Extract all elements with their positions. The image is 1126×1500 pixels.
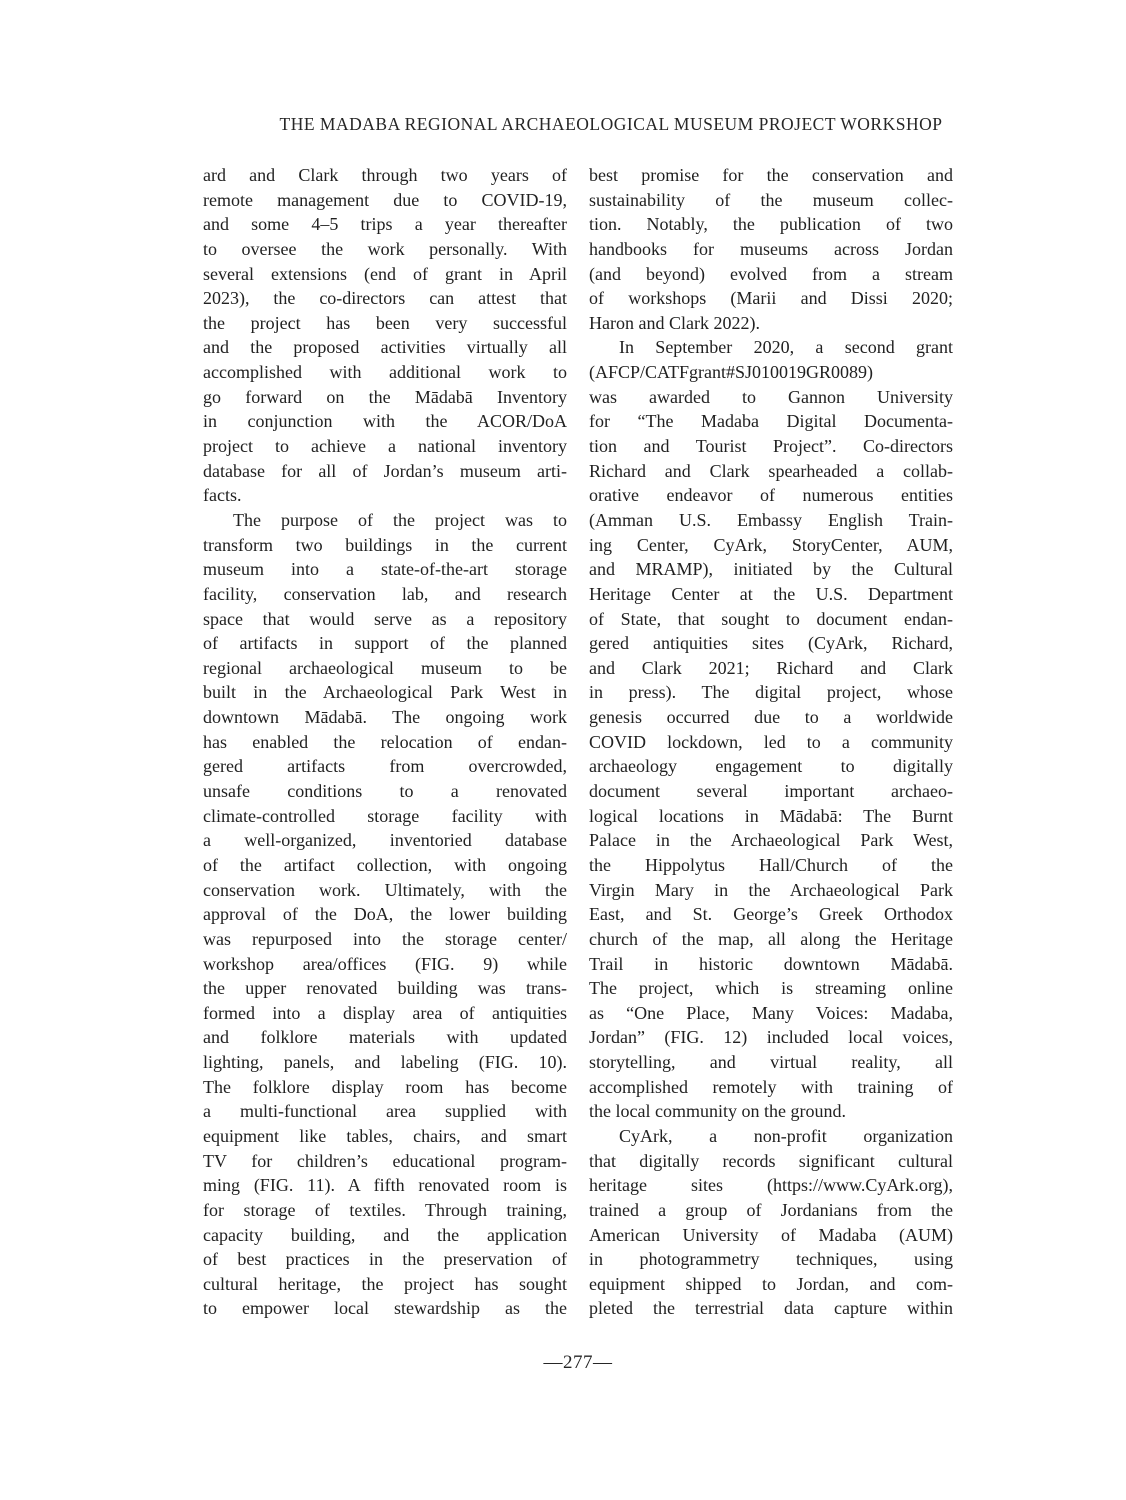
- text-line: sustainability of the museum collec-: [589, 189, 953, 210]
- text-line: the Hippolytus Hall/Church of the: [589, 854, 953, 875]
- text-line: for storage of textiles. Through training,: [203, 1199, 567, 1220]
- text-line: The purpose of the project was to: [233, 509, 567, 530]
- text-line: orative endeavor of numerous entities: [589, 485, 953, 506]
- text-line: regional archaeological museum to be: [203, 657, 567, 678]
- text-line: a well-organized, inventoried database: [203, 830, 567, 851]
- text-line: to oversee the work personally. With: [203, 238, 567, 259]
- text-line: facts.: [203, 485, 242, 506]
- text-line: TV for children’s educational program-: [203, 1150, 567, 1171]
- text-line: project to achieve a national inventory: [203, 436, 567, 457]
- text-line: 2023), the co-directors can attest that: [203, 288, 567, 309]
- text-line: and the proposed activities virtually all: [203, 337, 567, 358]
- text-line: Virgin Mary in the Archaeological Park: [589, 879, 953, 900]
- text-line: ming (FIG. 11). A fifth renovated room is: [203, 1175, 567, 1196]
- text-line: storytelling, and virtual reality, all: [589, 1052, 953, 1073]
- text-line: and MRAMP), initiated by the Cultural: [589, 559, 953, 580]
- text-line: (Amman U.S. Embassy English Train-: [589, 509, 953, 530]
- text-line: conservation work. Ultimately, with the: [203, 879, 567, 900]
- text-line: was awarded to Gannon University: [589, 386, 953, 407]
- text-line: archaeology engagement to digitally: [589, 756, 953, 777]
- text-line: space that would serve as a repository: [203, 608, 567, 629]
- text-line: The folklore display room has become: [203, 1076, 567, 1097]
- text-line: American University of Madaba (AUM): [589, 1224, 953, 1245]
- text-line: genesis occurred due to a worldwide: [589, 707, 953, 728]
- text-line: of workshops (Marii and Dissi 2020;: [589, 288, 953, 309]
- text-line: of artifacts in support of the planned: [203, 633, 567, 654]
- text-line: in press). The digital project, whose: [589, 682, 953, 703]
- text-line: tion and Tourist Project”. Co-directors: [589, 436, 953, 457]
- text-line: the upper renovated building was trans-: [203, 978, 567, 999]
- text-line: accomplished remotely with training of: [589, 1076, 953, 1097]
- text-line: Jordan” (FIG. 12) included local voices,: [589, 1027, 953, 1048]
- text-line: as “One Place, Many Voices: Madaba,: [589, 1002, 953, 1023]
- text-column-right: [589, 163, 953, 1321]
- text-line: remote management due to COVID-19,: [203, 189, 567, 210]
- text-line: Palace in the Archaeological Park West,: [589, 830, 953, 851]
- text-line: was repurposed into the storage center/: [203, 928, 567, 949]
- text-line: to empower local stewardship as the: [203, 1298, 567, 1319]
- text-line: trained a group of Jordanians from the: [589, 1199, 953, 1220]
- text-line: built in the Archaeological Park West in: [203, 682, 567, 703]
- text-line: (AFCP/CATFgrant#SJ010019GR0089): [589, 362, 874, 383]
- text-line: the local community on the ground.: [589, 1101, 846, 1122]
- text-line: go forward on the Mādabā Inventory: [203, 386, 567, 407]
- text-line: formed into a display area of antiquities: [203, 1002, 567, 1023]
- text-line: that digitally records significant cultural: [589, 1150, 953, 1171]
- text-line: CyArk, a non-profit organization: [619, 1125, 953, 1146]
- text-line: gered antiquities sites (CyArk, Richard,: [589, 633, 953, 654]
- text-line: Trail in historic downtown Mādabā.: [589, 953, 953, 974]
- text-line: lighting, panels, and labeling (FIG. 10).: [203, 1052, 567, 1073]
- text-line: COVID lockdown, led to a community: [589, 731, 953, 752]
- text-line: heritage sites (https://www.CyArk.org),: [589, 1175, 953, 1196]
- text-line: pleted the terrestrial data capture within: [589, 1298, 953, 1319]
- text-line: has enabled the relocation of endan-: [203, 731, 567, 752]
- text-line: in photogrammetry techniques, using: [589, 1249, 953, 1270]
- text-line: downtown Mādabā. The ongoing work: [203, 707, 567, 728]
- text-line: ard and Clark through two years of: [203, 165, 567, 185]
- text-line: workshop area/offices (FIG. 9) while: [203, 953, 567, 974]
- text-line: unsafe conditions to a renovated: [203, 781, 567, 802]
- text-line: facility, conservation lab, and research: [203, 583, 567, 604]
- text-line: the project has been very successful: [203, 312, 567, 333]
- text-line: document several important archaeo-: [589, 781, 953, 802]
- text-line: best promise for the conservation and: [589, 165, 953, 185]
- text-line: church of the map, all along the Heritage: [589, 928, 953, 949]
- text-line: and Clark 2021; Richard and Clark: [589, 657, 953, 678]
- text-line: cultural heritage, the project has sought: [203, 1273, 567, 1294]
- text-line: approval of the DoA, the lower building: [203, 904, 567, 925]
- text-line: several extensions (end of grant in April: [203, 263, 567, 284]
- text-line: capacity building, and the application: [203, 1224, 567, 1245]
- text-line: and some 4–5 trips a year thereafter: [203, 214, 567, 235]
- text-line: of the artifact collection, with ongoing: [203, 854, 567, 875]
- text-line: transform two buildings in the current: [203, 534, 567, 555]
- text-line: gered artifacts from overcrowded,: [203, 756, 567, 777]
- text-line: East, and St. George’s Greek Orthodox: [589, 904, 953, 925]
- text-line: of State, that sought to document endan-: [589, 608, 953, 629]
- text-line: Heritage Center at the U.S. Department: [589, 583, 953, 604]
- text-line: for “The Madaba Digital Documenta-: [589, 411, 953, 432]
- text-line: The project, which is streaming online: [589, 978, 953, 999]
- text-line: museum into a state-of-the-art storage: [203, 559, 567, 580]
- text-line: (and beyond) evolved from a stream: [589, 263, 953, 284]
- text-line: and folklore materials with updated: [203, 1027, 567, 1048]
- text-line: in conjunction with the ACOR/DoA: [203, 411, 567, 432]
- running-head: THE MADABA REGIONAL ARCHAEOLOGICAL MUSEUM PROJECT WORKSHOP: [279, 114, 943, 134]
- text-line: of best practices in the preservation of: [203, 1249, 567, 1270]
- text-line: tion. Notably, the publication of two: [589, 214, 953, 235]
- text-line: equipment like tables, chairs, and smart: [203, 1125, 567, 1146]
- text-line: climate-controlled storage facility with: [203, 805, 567, 826]
- text-line: handbooks for museums across Jordan: [589, 238, 953, 259]
- text-line: database for all of Jordan’s museum arti-: [203, 460, 567, 481]
- text-line: equipment shipped to Jordan, and com-: [589, 1273, 953, 1294]
- text-line: a multi-functional area supplied with: [203, 1101, 567, 1122]
- text-line: accomplished with additional work to: [203, 362, 567, 383]
- page-number: —277—: [543, 1352, 613, 1373]
- text-line: Haron and Clark 2022).: [589, 312, 760, 333]
- text-column-left: [203, 163, 567, 1321]
- text-line: ing Center, CyArk, StoryCenter, AUM,: [589, 534, 953, 555]
- text-line: In September 2020, a second grant: [619, 337, 953, 358]
- text-line: logical locations in Mādabā: The Burnt: [589, 805, 953, 826]
- text-line: Richard and Clark spearheaded a collab-: [589, 460, 953, 481]
